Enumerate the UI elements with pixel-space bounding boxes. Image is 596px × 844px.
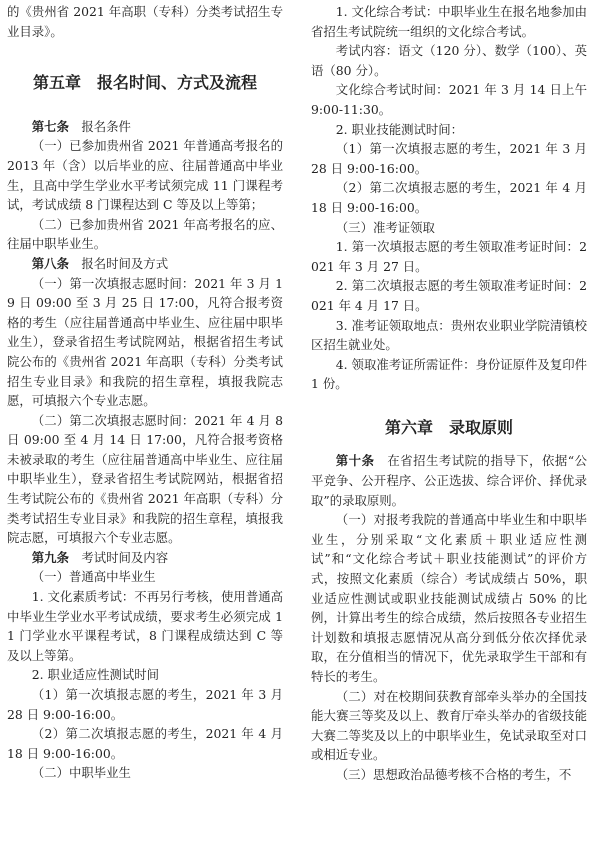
article-9-heading bbox=[7, 548, 283, 568]
article-9-item-4: （2）第二次填报志愿的考生，2021 年 4 月 18 日 9:00-16:00。 bbox=[7, 726, 283, 761]
skill-test-time-2: （2）第二次填报志愿的考生，2021 年 4 月 18 日 9:00-16:00。 bbox=[311, 180, 587, 215]
article-9-label: 第九条 bbox=[31, 549, 69, 565]
article-7-heading bbox=[7, 117, 283, 137]
left-column bbox=[7, 2, 283, 783]
article-9-item-1: 1. 文化素质考试：不再另行考核，使用普通高中毕业生学业水平考试成绩，要求考生必须完成 11 门学业水平课程考试，8 门课程成绩达到 C 等及以上等第。 bbox=[7, 589, 283, 663]
chapter-5-heading: 第五章 报名时间、方式及流程 bbox=[32, 73, 257, 93]
article-8-item-1: （一）第一次填报志愿时间：2021 年 3 月 19 日 09:00 至 3 月 25 日 17:00，凡符合报考资格的考生（应往届普通高中毕业生、应往届中职毕业生），登录省招生考试院网站，根据省招生考试院公布的《贵州省 2021 年高职（专科）分类考试招生专业目录》和我院的招生章程，填报我院志愿，可填报六个专业志愿。 bbox=[7, 275, 283, 409]
culture-exam-text: 1. 文化综合考试：中职毕业生在报名地参加由省招生考试院统一组织的文化综合考试。 bbox=[311, 4, 587, 39]
chapter-6-heading: 第六章 录取原则 bbox=[384, 417, 513, 437]
article-7-label: 第七条 bbox=[31, 118, 69, 134]
article-8-label: 第八条 bbox=[31, 255, 69, 271]
intro-text: 的《贵州省 2021 年高职（专科）分类考试招生专业目录》。 bbox=[7, 4, 283, 39]
admission-ticket-heading: （三）准考证领取 bbox=[335, 219, 435, 235]
exam-content-text: 考试内容：语文（120 分）、数学（100）、英语（80 分）。 bbox=[311, 43, 587, 78]
article-8-item-2: （二）第二次填报志愿时间：2021 年 4 月 8 日 09:00 至 4 月 14 日 17:00，凡符合报考资格未被录取的考生（应往届普通高中毕业生、应往届中职毕业生），登录省招生考试院网站，根据省招生考试院公布的《贵州省 2021 年高职（专科）分类考试招生专业目录》和我院的招生章程，填报我院志愿，可填报六个专业志愿。 bbox=[7, 412, 283, 546]
article-10-text: 在省招生考试院的指导下，依据“公平竞争、公开程序、公正选拔、综合评价、择优录取”的录取原则。 bbox=[311, 453, 588, 508]
skill-test-time-heading: 2. 职业技能测试时间： bbox=[335, 121, 464, 137]
article-8-title: 报名时间及方式 bbox=[68, 255, 169, 271]
article-9-subheading-1: （一）普通高中毕业生 bbox=[31, 569, 156, 585]
article-10-heading bbox=[311, 451, 587, 510]
article-10-item-2: （二）对在校期间获教育部牵头举办的全国技能大赛三等奖及以上、教育厅牵头举办的省级技能大赛二等奖及以上的中职毕业生，免试录取至对口或相近专业。 bbox=[311, 688, 587, 763]
admission-ticket-item-1: 1. 第一次填报志愿的考生领取准考证时间：2021 年 3 月 27 日。 bbox=[311, 239, 587, 274]
article-10-label: 第十条 bbox=[335, 453, 375, 469]
article-7-title: 报名条件 bbox=[68, 118, 131, 134]
article-10-item-1: （一）对报考我院的普通高中毕业生和中职毕业生，分别采取“文化素质＋职业适应性测试”和“文化综合考试＋职业技能测试”的评价方式，按照文化素质（综合）考试成绩占 50%，职业适应性测试或职业技能测试成绩占 50% 的比例，计算出考生的综合成绩，然后按照各专业招生计划数和填报志愿情况从高分到低分依次择优录取，在分值相当的情况下，优先录取学生干部和有特长的考生。 bbox=[311, 512, 587, 684]
admission-ticket-item-4: 4. 领取准考证所需证件：身份证原件及复印件 1 份。 bbox=[311, 356, 587, 392]
culture-exam-time: 文化综合考试时间：2021 年 3 月 14 日上午 9:00-11:30。 bbox=[311, 82, 587, 117]
skill-test-time-1: （1）第一次填报志愿的考生，2021 年 3 月 28 日 9:00-16:00。 bbox=[311, 141, 587, 176]
admission-ticket-item-3: 3. 准考证领取地点：贵州农业职业学院清镇校区招生就业处。 bbox=[311, 317, 587, 353]
article-10-item-3: （三）思想政治品德考核不合格的考生，不 bbox=[335, 766, 572, 782]
admission-ticket-item-2: 2. 第二次填报志愿的考生领取准考证时间：2021 年 4 月 17 日。 bbox=[311, 278, 587, 313]
article-9-item-3: （1）第一次填报志愿的考生，2021 年 3 月 28 日 9:00-16:00。 bbox=[7, 687, 283, 722]
article-9-subheading-2: （二）中职毕业生 bbox=[31, 765, 131, 781]
right-column bbox=[311, 2, 587, 785]
article-7-item-1: （一）已参加贵州省 2021 年普通高考报名的 2013 年（含）以后毕业的应、往届普通高中毕业生，且高中学生学业水平考试须完成 11 门课程考试，考试成绩 8 门课程达到 C 等及以上等第； bbox=[7, 138, 283, 213]
article-7-item-2: （二）已参加贵州省 2021 年高考报名的应、往届中职毕业生。 bbox=[7, 216, 283, 252]
article-9-item-2: 2. 职业适应性测试时间 bbox=[31, 667, 160, 683]
article-9-title: 考试时间及内容 bbox=[68, 549, 169, 565]
article-8-heading bbox=[7, 254, 283, 274]
